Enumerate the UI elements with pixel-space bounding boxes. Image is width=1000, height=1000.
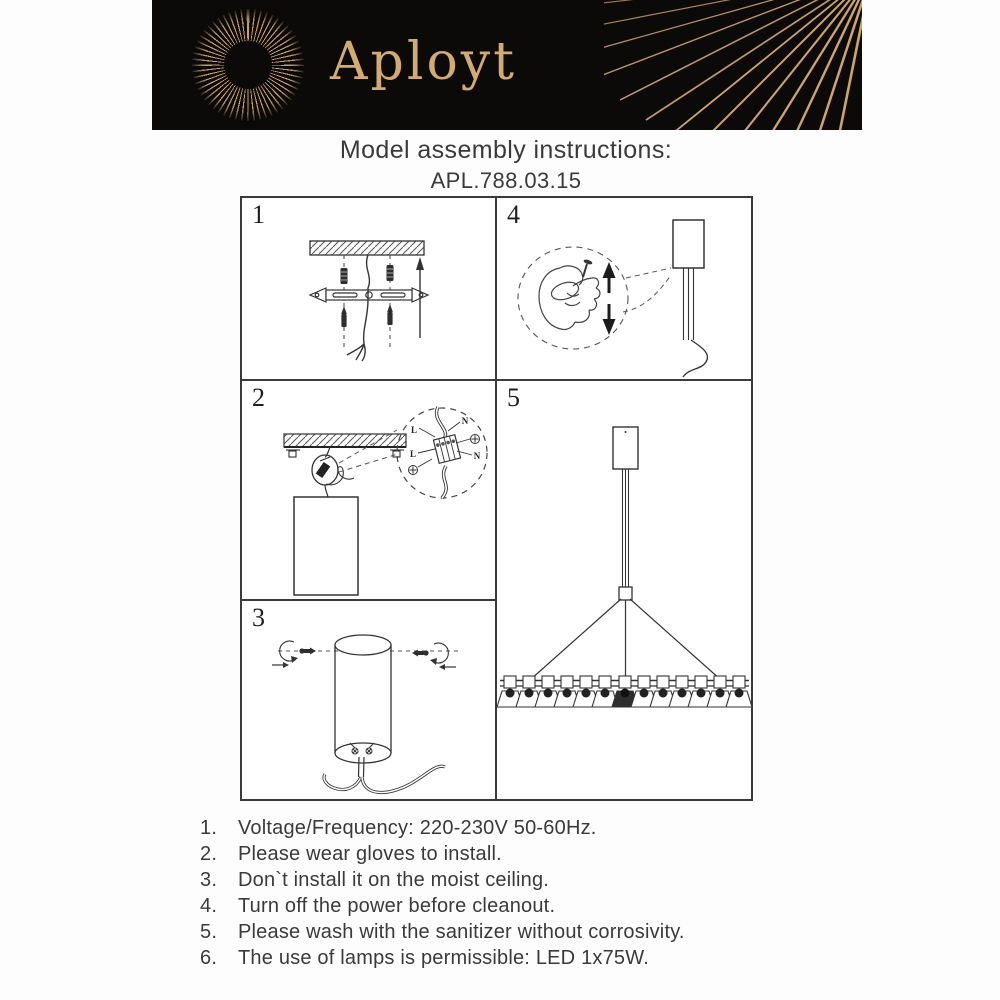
step-number: 4 xyxy=(507,200,520,229)
list-item-text: Please wash with the sanitizer without corrosivity. xyxy=(238,921,685,943)
lamp-row xyxy=(497,676,752,707)
rays-decoration-icon xyxy=(604,0,862,130)
canopy-box xyxy=(673,220,704,268)
ground-symbol-icon xyxy=(471,435,480,444)
step-2-diagram xyxy=(242,381,499,601)
step-number: 5 xyxy=(507,383,520,412)
bracket-feet xyxy=(286,450,404,457)
up-down-arrows-icon xyxy=(603,262,616,335)
list-item-text: Turn off the power before cleanout. xyxy=(238,895,556,917)
step-3-panel xyxy=(240,601,497,801)
hand-sketch xyxy=(539,266,600,330)
power-wire xyxy=(347,255,369,361)
wiring-detail-circle xyxy=(397,407,487,498)
step-3-diagram xyxy=(242,601,499,801)
list-item-text: Don`t install it on the moist ceiling. xyxy=(238,869,550,891)
canopy-box xyxy=(613,427,638,469)
step-5-panel xyxy=(497,381,753,801)
canopy-box xyxy=(294,497,358,595)
right-side-screw xyxy=(412,643,456,670)
step-number: 1 xyxy=(252,200,265,229)
hanging-cable xyxy=(324,757,445,792)
step-4-diagram xyxy=(497,198,753,383)
ceiling xyxy=(284,434,406,447)
brand-name: Aployt xyxy=(330,32,518,92)
canopy-cylinder xyxy=(335,635,391,763)
step-number: 3 xyxy=(252,603,265,632)
wire-curve xyxy=(683,340,708,377)
list-item-number: 1. xyxy=(200,817,218,839)
wire-label-n: N xyxy=(473,451,481,461)
suspension-rods xyxy=(684,268,694,340)
support-arms xyxy=(530,599,721,680)
list-item-text: Please wear gloves to install. xyxy=(238,843,502,865)
list-item-number: 4. xyxy=(200,895,218,917)
step-1-diagram xyxy=(242,198,499,383)
step-number: 2 xyxy=(252,383,265,412)
list-item xyxy=(200,869,850,895)
list-item xyxy=(200,843,850,869)
wire-label-l: L xyxy=(409,449,417,459)
step-2-panel xyxy=(240,381,497,601)
page-title: Model assembly instructions: xyxy=(339,136,673,164)
model-number: APL.788.03.15 xyxy=(430,168,582,193)
step-1-panel xyxy=(240,196,497,381)
list-item xyxy=(200,895,850,921)
wire-joint xyxy=(312,447,354,497)
list-item-number: 2. xyxy=(200,843,218,865)
list-item-number: 6. xyxy=(200,947,218,969)
rod-connector xyxy=(619,587,632,600)
left-side-screw xyxy=(272,641,316,668)
terminal-block xyxy=(433,435,460,464)
list-item-text: Voltage/Frequency: 220-230V 50-60Hz. xyxy=(238,817,597,839)
mounting-bracket xyxy=(310,288,428,302)
zoom-leader-lines xyxy=(623,268,671,312)
suspension-rod xyxy=(623,469,629,587)
wire-label-l: L xyxy=(410,425,418,435)
instructions-list xyxy=(200,817,850,973)
list-item-number: 5. xyxy=(200,921,218,943)
title-block xyxy=(150,136,862,194)
step-5-diagram xyxy=(497,381,753,801)
sunburst-logo-icon xyxy=(192,9,304,121)
list-item xyxy=(200,817,850,843)
assembly-steps-grid xyxy=(240,196,753,801)
brand-banner xyxy=(152,0,862,130)
list-item xyxy=(200,921,850,947)
step-4-panel xyxy=(497,196,753,381)
list-item-number: 3. xyxy=(200,869,218,891)
list-item-text: The use of lamps is permissible: LED 1x75W. xyxy=(238,947,649,969)
ground-symbol-icon xyxy=(409,466,418,475)
adjuster-screw xyxy=(583,259,593,277)
zoom-circle xyxy=(518,247,628,349)
list-item xyxy=(200,947,850,973)
ceiling xyxy=(310,241,424,255)
wire-label-n: N xyxy=(461,416,469,426)
